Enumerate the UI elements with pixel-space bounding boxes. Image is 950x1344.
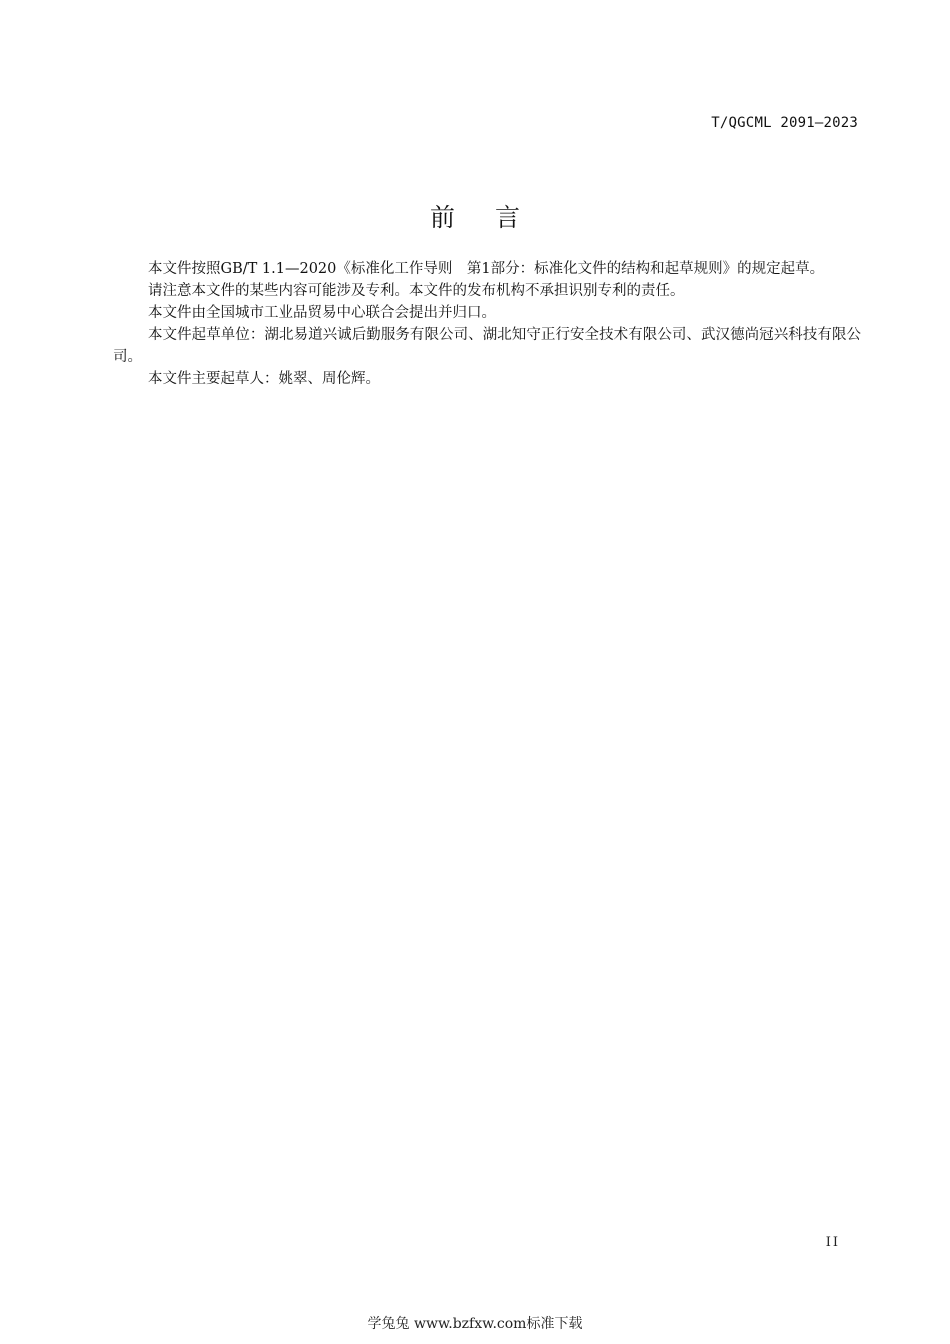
page-title: 前言 (429, 203, 560, 232)
page-number: II (825, 1235, 840, 1250)
paragraph-proposer: 本文件由全国城市工业品贸易中心联合会提出并归口。 (148, 305, 496, 321)
foreword-body (113, 258, 861, 390)
paragraph-drafters: 本文件主要起草人：姚翠、周伦辉。 (148, 371, 380, 387)
document-code: T/QGCML 2091—2023 (711, 115, 858, 131)
paragraph-drafting-rules: 本文件按照GB/T 1.1—2020《标准化工作导则 第1部分：标准化文件的结构和起草规则》的规定起草。 (148, 261, 825, 277)
paragraph-patent-notice: 请注意本文件的某些内容可能涉及专利。本文件的发布机构不承担识别专利的责任。 (148, 283, 685, 299)
watermark-text: 学兔兔 www.bzfxw.com标准下载 (367, 1316, 583, 1332)
paragraph-drafting-units: 本文件起草单位：湖北易道兴诚后勤服务有限公司、湖北知守正行安全技术有限公司、武汉德尚冠兴科技有限公司。 (113, 327, 861, 365)
